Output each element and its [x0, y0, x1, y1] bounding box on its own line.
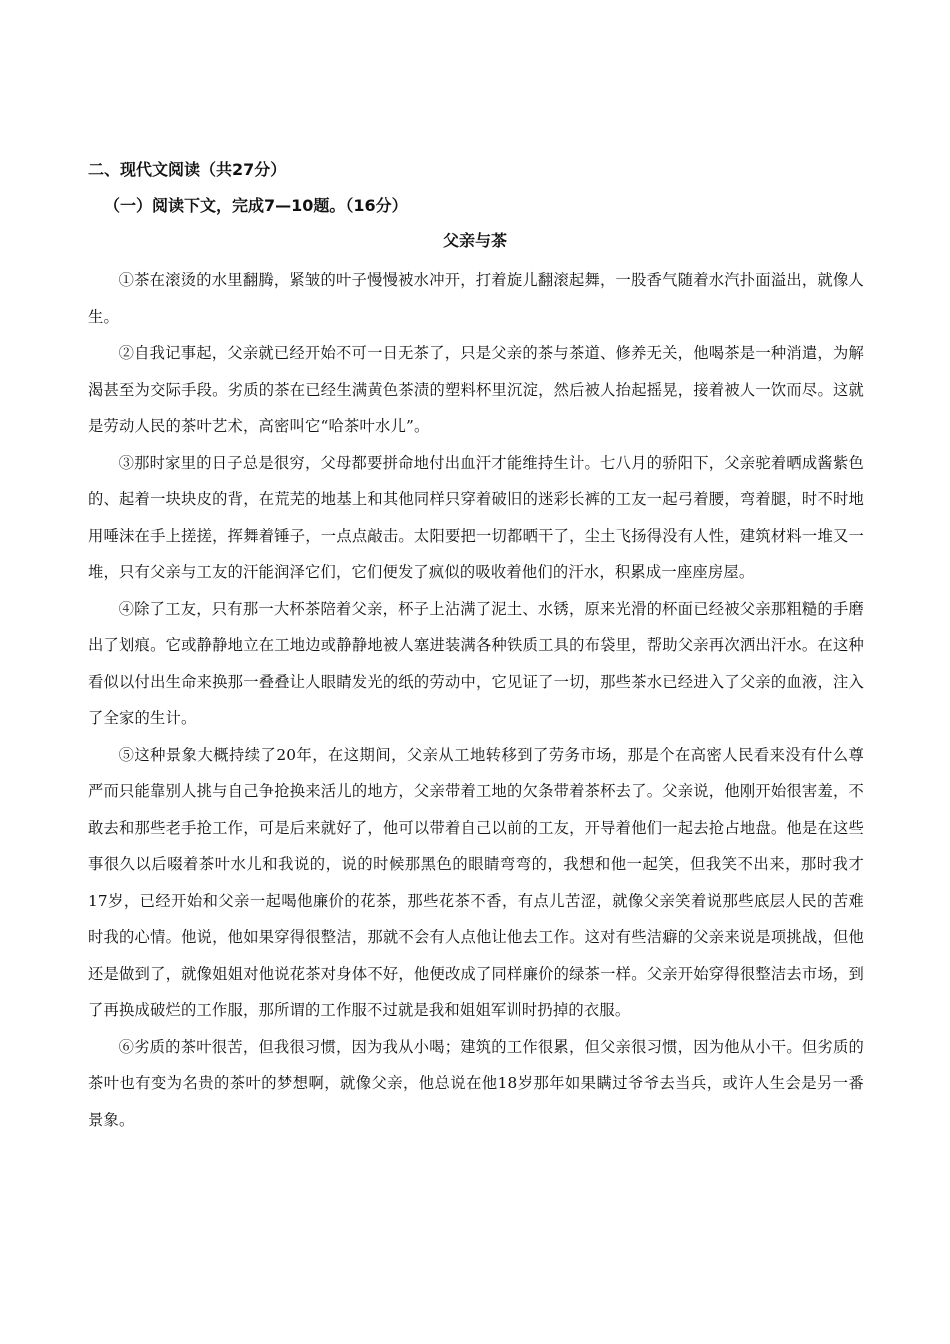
paragraph-2: ②自我记事起，父亲就已经开始不可一日无茶了，只是父亲的茶与茶道、修养无关，他喝茶是一种消遣，为解渴甚至为交际手段。劣质的茶在已经生满黄色茶渍的塑料杯里沉淀，然后被人抬起摇晃，接着被人一饮而尽。这就是劳动人民的茶叶艺术，高密叫它“哈茶叶水儿”。: [88, 344, 864, 435]
question-instruction: （一）阅读下文，完成7—10题。（16分）: [104, 196, 408, 215]
article-title: 父亲与茶: [442, 231, 507, 250]
section-heading: 二、现代文阅读（共27分）: [88, 160, 287, 179]
paragraph-6: ⑥劣质的茶叶很苦，但我很习惯，因为我从小喝；建筑的工作很累，但父亲很习惯，因为他从小干。但劣质的茶叶也有变为名贵的茶叶的梦想啊，就像父亲，他总说在他18岁那年如果瞒过爷爷去当兵，或许人生会是另一番景象。: [88, 1037, 864, 1129]
paragraph-4: ④除了工友，只有那一大杯茶陪着父亲，杯子上沾满了泥土、水锈，原来光滑的杯面已经被父亲那粗糙的手磨出了划痕。它或静静地立在工地边或静静地被人塞进装满各种铁质工具的布袋里，帮助父亲再次洒出汗水。在这种看似以付出生命来换那一叠叠让人眼睛发光的纸的劳动中，它见证了一切，那些茶水已经进入了父亲的血液，注入了全家的生计。: [88, 599, 864, 727]
paragraph-3: ③那时家里的日子总是很穷，父母都要拼命地付出血汗才能维持生计。七八月的骄阳下，父亲驼着晒成酱紫色的、起着一块块皮的背，在荒芜的地基上和其他同样只穿着破旧的迷彩长裤的工友一起弓着腰，弯着腿，时不时地用唾沫在手上搓搓，挥舞着锤子，一点点敲击。太阳要把一切都晒干了，尘土飞扬得没有人性，建筑材料一堆又一堆，只有父亲与工友的汗能润泽它们，它们便发了疯似的吸收着他们的汗水，积累成一座座房屋。: [88, 453, 864, 581]
paragraph-5: ⑤这种景象大概持续了20年，在这期间，父亲从工地转移到了劳务市场，那是个在高密人民看来没有什么尊严而只能靠别人挑与自己争抢换来活儿的地方，父亲带着工地的欠条带着茶杯去了。父亲说，他刚开始很害羞，不敢去和那些老手抢工作，可是后来就好了，他可以带着自己以前的工友，开导着他们一起去抢占地盘。他是在这些事很久以后啜着茶叶水儿和我说的，说的时候那黑色的眼睛弯弯的，我想和他一起笑，但我笑不出来，那时我才17岁，已经开始和父亲一起喝他廉价的花茶，那些花茶不香，有点儿苦涩，就像父亲笑着说那些底层人民的苦难时我的心情。他说，他如果穿得很整洁，那就不会有人点他让他去工作。这对有些洁癖的父亲来说是项挑战，但他还是做到了，就像姐姐对他说花茶对身体不好，他便改成了同样廉价的绿茶一样。父亲开始穿得很整洁去市场，到了再换成破烂的工作服，那所谓的工作服不过就是我和姐姐军训时扔掉的衣服。: [88, 745, 864, 1019]
paragraph-1: ①茶在滚烫的水里翻腾，紧皱的叶子慢慢被水冲开，打着旋儿翻滚起舞，一股香气随着水汽扑面溢出，就像人生。: [88, 271, 864, 326]
article-body: [88, 262, 864, 1138]
